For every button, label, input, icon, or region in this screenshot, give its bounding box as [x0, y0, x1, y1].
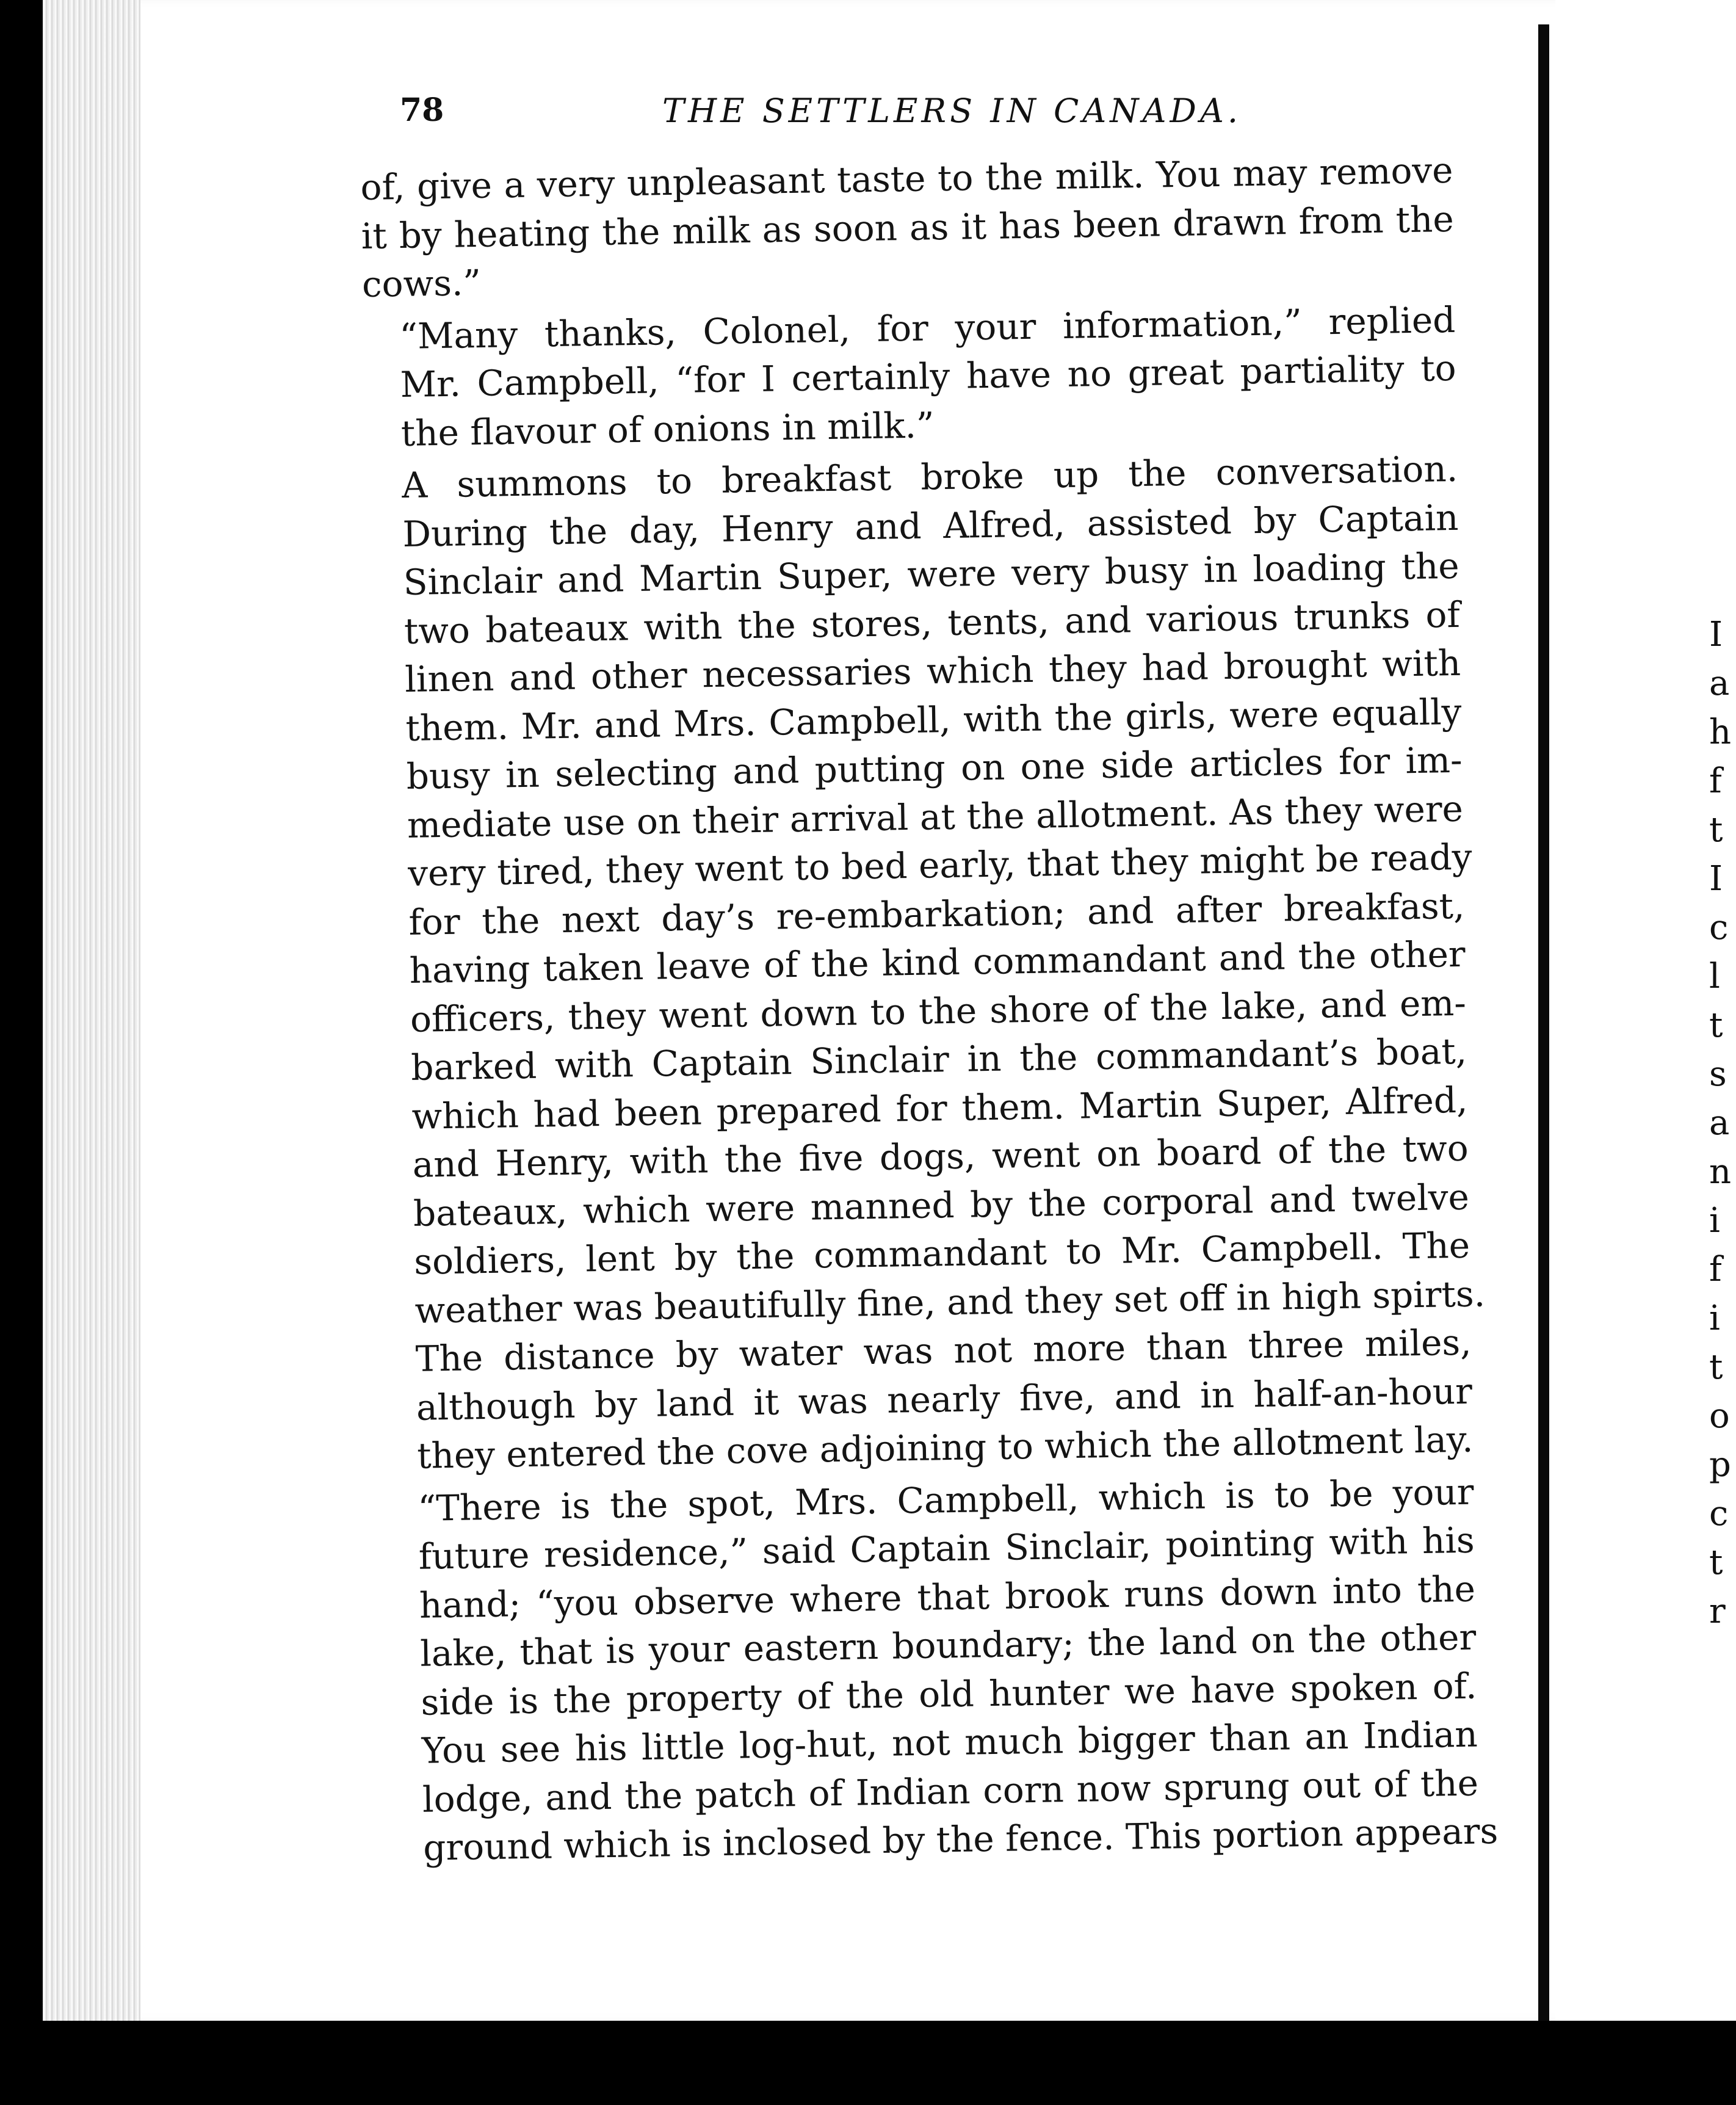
paragraph	[381, 1468, 1499, 1873]
text-line: The distance by water was not more than three miles,	[415, 1321, 1472, 1380]
book-gutter	[1538, 24, 1549, 2021]
facing-page-fragment: i	[1709, 1201, 1720, 1241]
facing-page-fragment: i	[1709, 1299, 1720, 1338]
facing-page-fragment: c	[1709, 908, 1729, 947]
facing-page-fragment: t	[1709, 1347, 1723, 1387]
text-line: mediate use on their arrival at the allotment. As they were	[407, 788, 1464, 846]
facing-page-fragment: t	[1709, 1543, 1723, 1582]
facing-page-text-fragments	[1709, 610, 1731, 1636]
text-line: During the day, Henry and Alfred, assisted by Captain	[402, 496, 1459, 555]
facing-page-fragment: f	[1709, 761, 1722, 801]
text-line: “There is the spot, Mrs. Campbell, which is to be your	[418, 1471, 1474, 1529]
text-line: and Henry, with the five dogs, went on board of the two	[412, 1127, 1469, 1186]
text-line: ground which is inclosed by the fence. This portion appears	[422, 1810, 1499, 1869]
text-line: it by heating the milk as soon as it has been drawn from the	[361, 198, 1455, 257]
text-line: for the next day’s re-embarkation; and after breakfast,	[408, 885, 1465, 943]
page-header	[400, 92, 1450, 147]
text-line: busy in selecting and putting on one side articles for im-	[406, 739, 1463, 797]
facing-page-fragment: I	[1709, 615, 1723, 654]
text-line: very tired, they went to bed early, that they might be ready	[407, 836, 1472, 894]
page-edges	[43, 0, 140, 2021]
text-line: they entered the cove adjoining to which the allotment lay.	[416, 1418, 1474, 1477]
paragraph	[365, 445, 1486, 1481]
facing-page-fragment: c	[1709, 1494, 1729, 1534]
page-body-text	[360, 147, 1499, 1873]
facing-page-fragment: f	[1709, 1250, 1722, 1289]
facing-page-fragment: l	[1709, 957, 1720, 996]
text-line: lodge, and the patch of Indian corn now sprung out of the	[422, 1762, 1479, 1821]
text-line: hand; “you observe where that brook runs down into the	[419, 1568, 1476, 1626]
text-line: “Many thanks, Colonel, for your information,” replied	[399, 299, 1456, 357]
facing-page-fragment: I	[1709, 859, 1723, 899]
text-line: bateaux, which were manned by the corporal and twelve	[413, 1176, 1470, 1234]
text-line: barked with Captain Sinclair in the commandant’s boat,	[410, 1030, 1467, 1089]
text-line: future residence,” said Captain Sinclair, pointing with his	[418, 1519, 1475, 1578]
text-line: You see his little log-hut, not much bigger than an Indian	[421, 1713, 1478, 1772]
text-line: cows.”	[361, 261, 482, 305]
text-line: A summons to breakfast broke up the conversation.	[401, 447, 1458, 506]
text-line: which had been prepared for them. Martin Super, Alfred,	[411, 1079, 1468, 1137]
text-line: side is the property of the old hunter we have spoken of.	[421, 1665, 1477, 1723]
facing-page-fragment: s	[1709, 1054, 1727, 1094]
text-line: soldiers, lent by the commandant to Mr. Campbell. The	[413, 1224, 1470, 1283]
facing-page-fragment: a	[1709, 664, 1730, 703]
paragraph	[363, 295, 1458, 458]
facing-page-fragment: t	[1709, 810, 1723, 850]
text-line: although by land it was nearly five, and in half-an-hour	[416, 1370, 1473, 1429]
facing-page-fragment: a	[1709, 1103, 1730, 1143]
text-line: of, give a very unpleasant taste to the milk. You may remove	[360, 149, 1453, 208]
facing-page-fragment: h	[1709, 712, 1732, 752]
facing-page-fragment: t	[1709, 1005, 1723, 1045]
text-line: them. Mr. and Mrs. Campbell, with the girls, were equally	[405, 690, 1462, 749]
facing-page-fragment: r	[1709, 1592, 1726, 1631]
text-line: Sinclair and Martin Super, were very busy in loading the	[403, 545, 1460, 603]
paragraph	[360, 147, 1455, 310]
page-number: 78	[400, 92, 444, 129]
text-line: two bateaux with the stores, tents, and various trunks of	[403, 593, 1461, 652]
text-line: officers, they went down to the shore of the lake, and em-	[410, 982, 1467, 1040]
scan-border	[0, 2021, 1736, 2105]
facing-page-fragment: p	[1709, 1445, 1731, 1485]
text-line: lake, that is your eastern boundary; the land on the other	[419, 1616, 1477, 1675]
text-line: the flavour of onions in milk.”	[400, 404, 935, 454]
text-line: having taken leave of the kind commandant and the other	[409, 933, 1466, 991]
facing-page-fragment: o	[1709, 1396, 1730, 1436]
facing-page-fragment: n	[1709, 1152, 1732, 1192]
running-title: THE SETTLERS IN CANADA.	[662, 92, 1242, 130]
text-line: linen and other necessaries which they had brought with	[404, 642, 1461, 700]
text-line: Mr. Campbell, “for I certainly have no great partiality to	[400, 347, 1457, 406]
text-line: weather was beautifully fine, and they set off in high spirts.	[414, 1272, 1486, 1331]
